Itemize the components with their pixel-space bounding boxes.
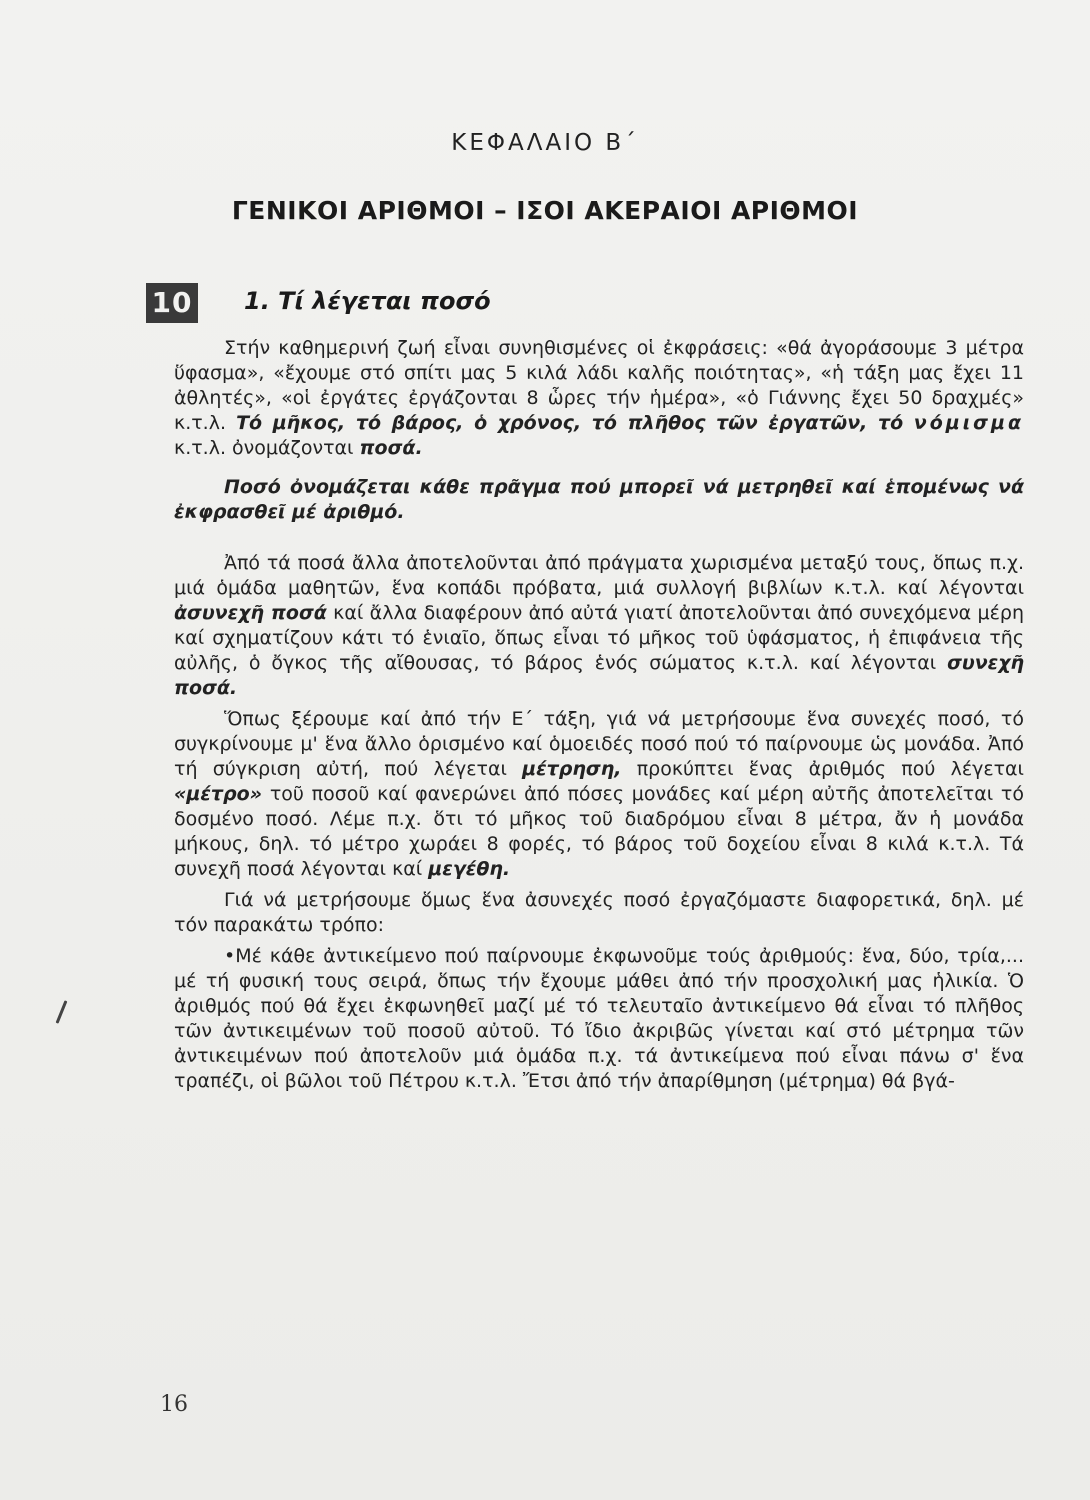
term-quantities: ποσά.: [359, 437, 423, 459]
definition-quantity: Ποσό ὀνομάζεται κάθε πρᾶγμα πού μπορεῖ νά μετρηθεῖ καί ἑπομένως νά ἐκφρασθεῖ μέ ἀριθμό.: [174, 476, 1024, 523]
section-number-badge: 10: [146, 283, 198, 323]
term-measure: «μέτρο»: [174, 783, 263, 805]
chapter-title: ΓΕΝΙΚΟΙ ΑΡΙΘΜΟΙ – ΙΣΟΙ ΑΚΕΡΑΙΟΙ ΑΡΙΘΜΟΙ: [231, 196, 859, 225]
section-title: 1. Τί λέγεται ποσό: [244, 287, 491, 315]
pen-mark: [56, 1000, 68, 1023]
body-text: [174, 336, 1024, 1100]
chapter-heading: ΚΕΦΑΛΑΙΟ Β΄: [451, 130, 639, 156]
term-magnitudes: μεγέθη.: [428, 858, 511, 880]
paragraph-discrete-continuous: Ἀπό τά ποσά ἄλλα ἀποτελοῦνται ἀπό πράγματα χωρισμένα μεταξύ τους, ὅπως π.χ. μιά ὁμάδα μαθητῶν, ἕνα κοπάδι πρόβατα, μιά συλλογή βιβλίων κ.τ.λ. καί λέγονται ἀσυνεχῆ ποσά καί ἄλλα διαφέρουν ἀπό αὐτά γιατί ἀποτελοῦνται ἀπό συνεχόμενα μέρη καί σχηματίζουν κάτι τό ἑνιαῖο, ὅπως εἶναι τό μῆκος τοῦ ὑφάσματος, ἡ ἐπιφάνεια τῆς αὐλῆς, ὁ ὄγκος τῆς αἴθουσας, τό βάρος ἑνός σώματος κ.τ.λ. καί λέγονται συνεχῆ ποσά.: [174, 552, 1025, 699]
term-continuous: συνεχῆ ποσά.: [174, 652, 1024, 699]
term-currency: νόμισμα: [913, 412, 1025, 434]
paragraph-measurement: Ὅπως ξέρουμε καί ἀπό τήν Ε΄ τάξη, γιά νά μετρήσουμε ἕνα συνεχές ποσό, τό συγκρίνουμε μ' ἕνα ἄλλο ὁρισμένο καί ὁμοειδές ποσό πού τό παίρνουμε ὡς μονάδα. Ἀπό τή σύγκριση αὐτή, πού λέγεται μέτρηση, προκύπτει ἕνας ἀριθμός πού λέγεται «μέτρο» τοῦ ποσοῦ καί φανερώνει ἀπό πόσες μονάδες καί μέρη αὐτῆς ἀποτελεῖται τό δοσμένο ποσό. Λέμε π.χ. ὅτι τό μῆκος τοῦ διαδρόμου εἶναι 8 μέτρα, ἄν ἡ μονάδα μήκους, δηλ. τό μέτρο χωράει 8 φορές, τό βάρος τοῦ δοχείου εἶναι 8 κιλά κ.τ.λ. Τά συνεχῆ ποσά λέγονται καί μεγέθη.: [174, 708, 1024, 880]
page-number: 16: [160, 1392, 188, 1417]
paragraph-discrete-method: Γιά νά μετρήσουμε ὅμως ἕνα ἀσυνεχές ποσό ἐργαζόμαστε διαφορετικά, δηλ. μέ τόν παρακάτω τρόπο:: [174, 889, 1024, 936]
term-discrete: ἀσυνεχῆ ποσά: [174, 602, 327, 624]
paragraph-intro: Στήν καθημερινή ζωή εἶναι συνηθισμένες οἱ ἐκφράσεις: «θά ἀγοράσουμε 3 μέτρα ὕφασμα», «ἔχουμε στό σπίτι μας 5 κιλά λάδι καλῆς ποιότητας», «ἡ τάξη μας ἔχει 11 ἀθλητές», «οἱ ἐργάτες ἐργάζονται 8 ὧρες τήν ἡμέρα», «ὁ Γιάννης ἔχει 50 δραχμές» κ.τ.λ. Τό μῆκος, τό βάρος, ὁ χρόνος, τό πλῆθος τῶν ἐργατῶν, τό νόμισμα κ.τ.λ. ὀνομάζονται ποσά.: [174, 337, 1025, 459]
term-measurement: μέτρηση,: [522, 758, 622, 780]
quantities-examples: Τό μῆκος, τό βάρος, ὁ χρόνος, τό πλῆθος τῶν ἐργατῶν, τό: [236, 412, 914, 434]
paragraph-counting: •Μέ κάθε ἀντικείμενο πού παίρνουμε ἐκφωνοῦμε τούς ἀριθμούς: ἕνα, δύο, τρία,... μέ τή φυσική τους σειρά, ὅπως τήν ἔχουμε μάθει ἀπό τήν προσχολική μας ἡλικία. Ὁ ἀριθμός πού θά ἔχει ἐκφωνηθεῖ μαζί μέ τό τελευταῖο ἀντικείμενο θά εἶναι τό πλῆθος τῶν ἀντικειμένων τοῦ ποσοῦ αὐτοῦ. Τό ἴδιο ἀκριβῶς γίνεται καί στό μέτρημα τῶν ἀντικειμένων πού ἀποτελοῦν μιά ὁμάδα π.χ. τά ἀντικείμενα πού εἶναι πάνω σ' ἕνα τραπέζι, οἱ βῶλοι τοῦ Πέτρου κ.τ.λ. Ἔτσι ἀπό τήν ἀπαρίθμηση (μέτρημα) θά βγά-: [174, 945, 1024, 1092]
